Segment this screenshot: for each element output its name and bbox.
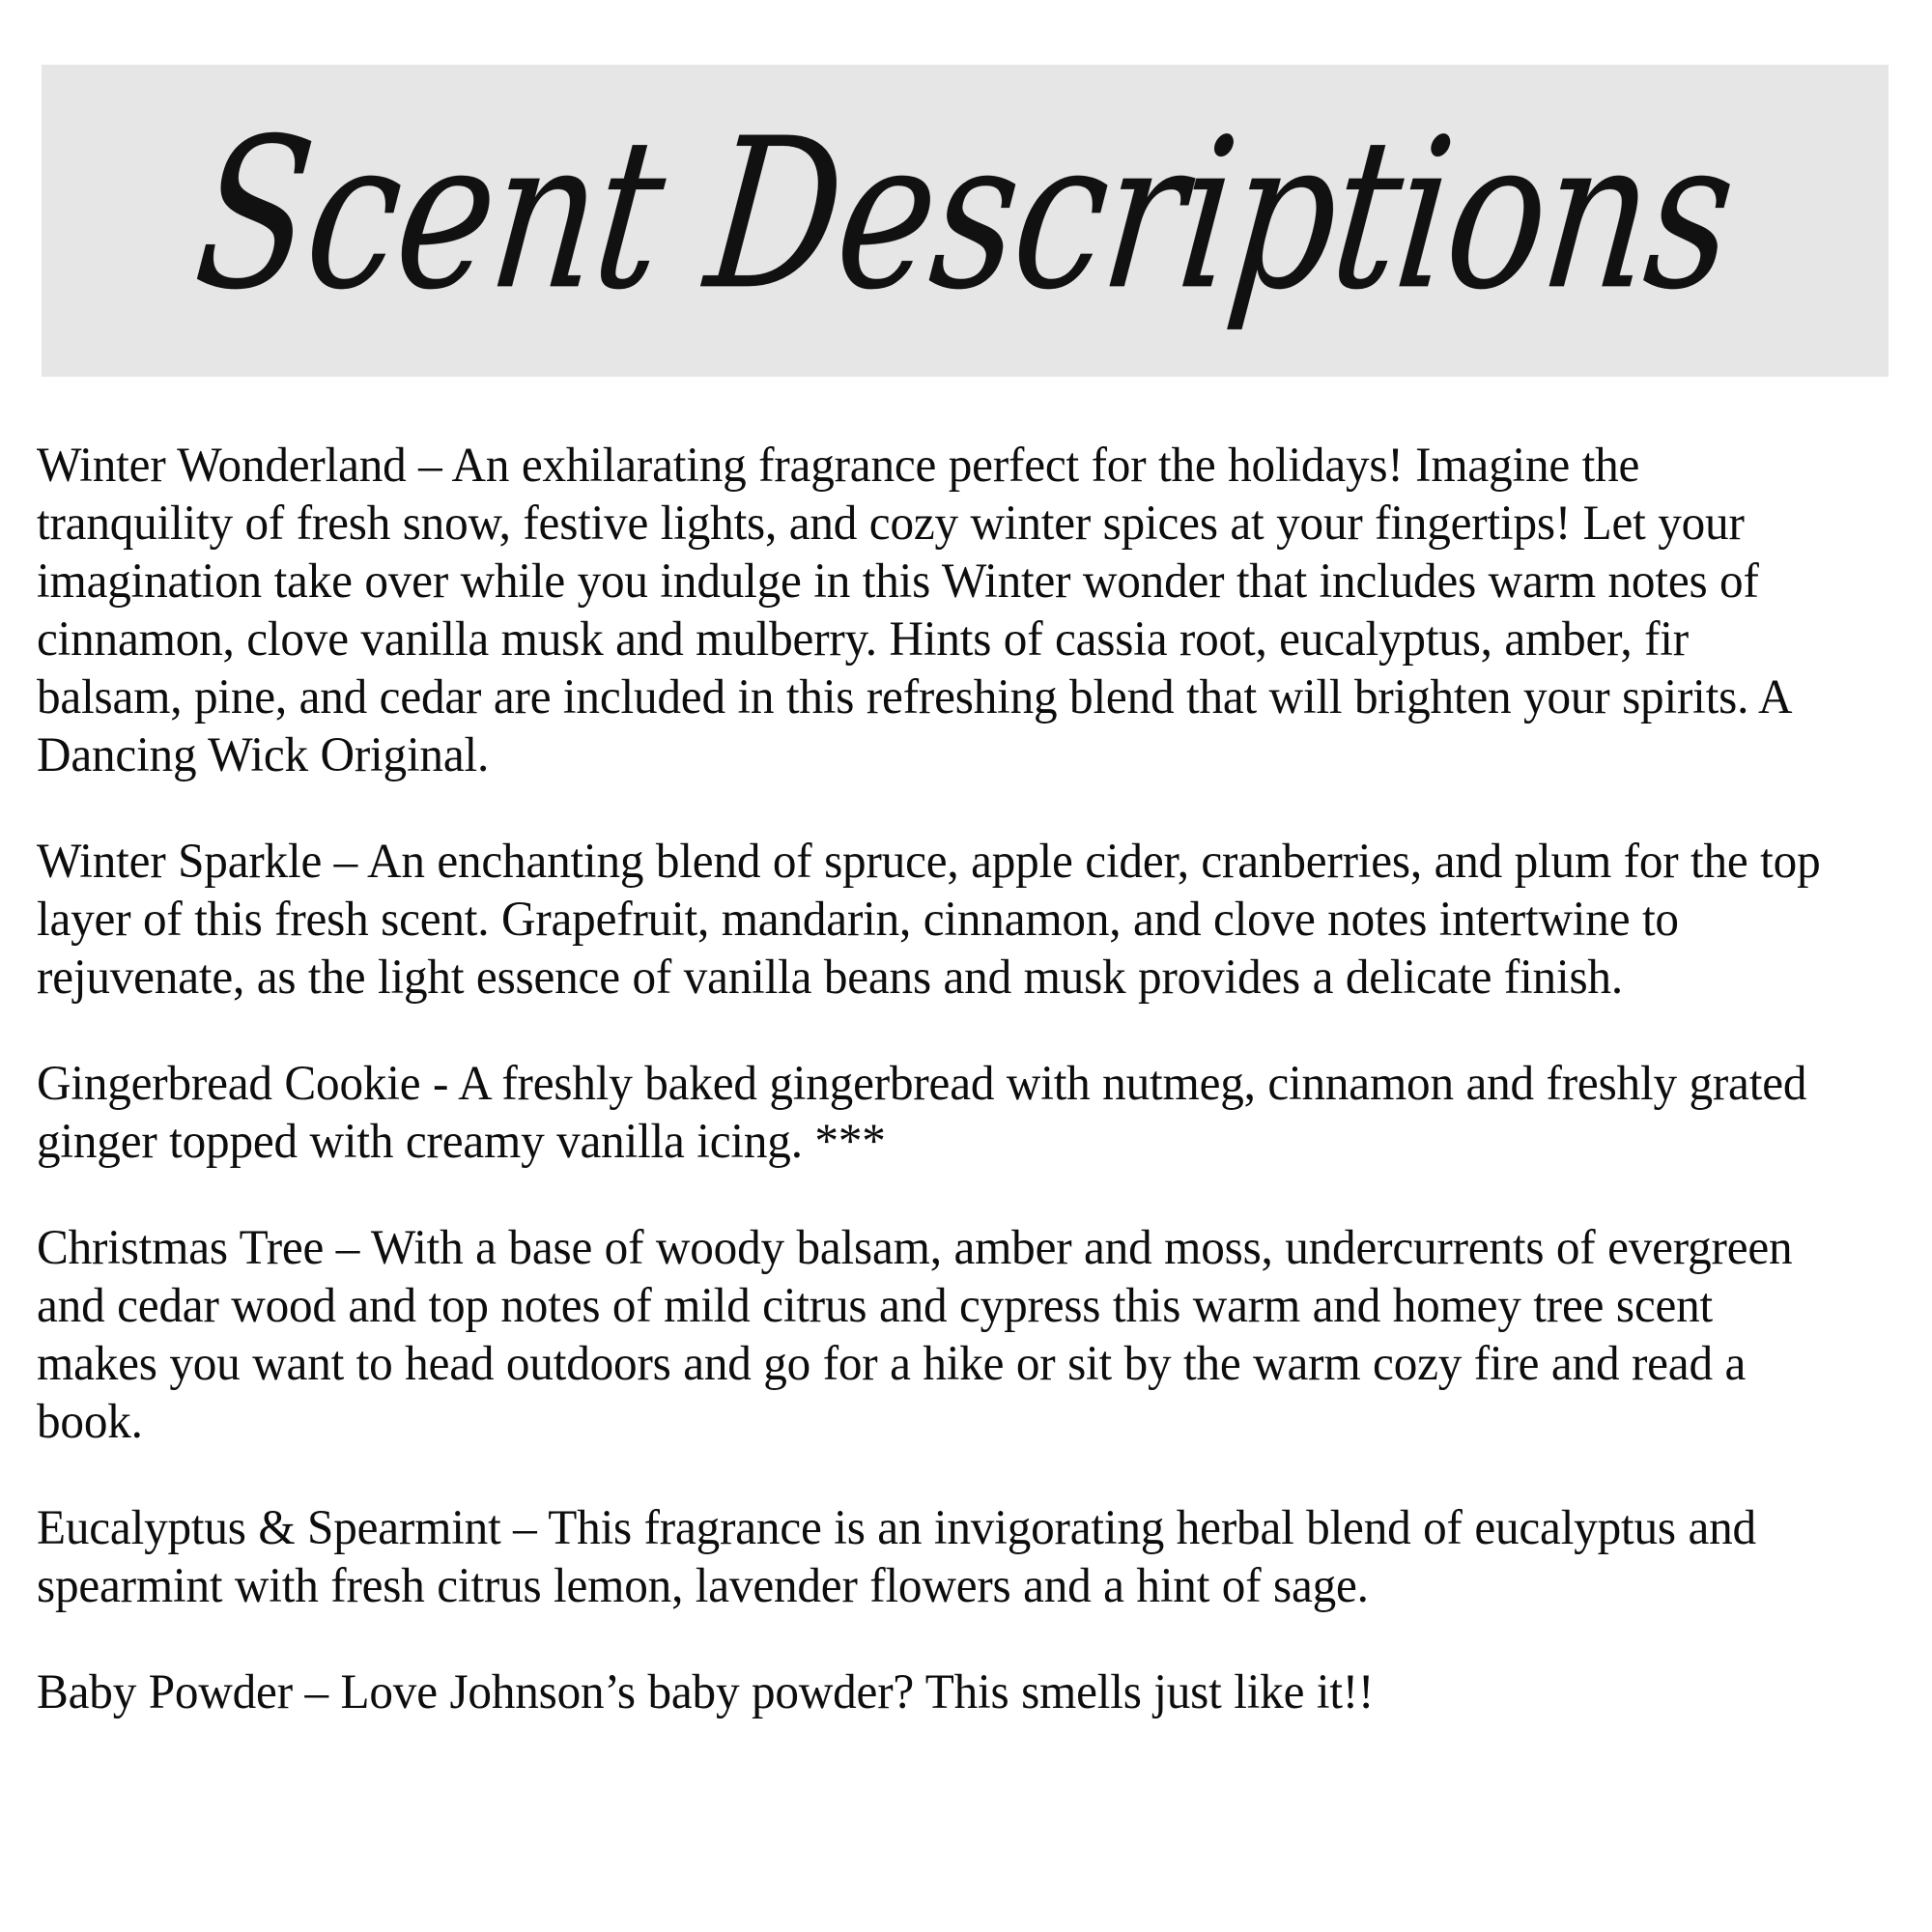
scent-paragraph-christmas-tree: Christmas Tree – With a base of woody balsam, amber and moss, undercurrents of evergreen and cedar wood and top notes of mild citrus and cypress this warm and homey tree scent makes you want to head outdoors and go for a hike or sit by the warm cozy fire and read a book. <box>37 1221 1793 1449</box>
page-title: Scent Descriptions <box>186 93 1744 335</box>
scent-paragraph-gingerbread-cookie: Gingerbread Cookie - A freshly baked gingerbread with nutmeg, cinnamon and freshly grated ginger topped with creamy vanilla icing. *** <box>37 1057 1807 1169</box>
scent-paragraph-eucalyptus-spearmint: Eucalyptus & Spearmint – This fragrance is an invigorating herbal blend of eucalyptus and spearmint with fresh citrus lemon, lavender flowers and a hint of sage. <box>37 1501 1756 1613</box>
scent-paragraph-baby-powder: Baby Powder – Love Johnson’s baby powder? This smells just like it!! <box>37 1665 1375 1719</box>
scent-paragraph-winter-wonderland: Winter Wonderland – An exhilarating fragrance perfect for the holidays! Imagine the tranquility of fresh snow, festive lights, and cozy winter spices at your fingertips! Let your imagination take over while you indulge in this Winter wonder that includes warm notes of cinnamon, clove vanilla musk and mulberry. Hints of cassia root, eucalyptus, amber, fir balsam, pine, and cedar are included in this refreshing blend that will brighten your spirits. A Dancing Wick Original. <box>37 439 1790 782</box>
scent-description-list <box>37 437 1901 1721</box>
scent-paragraph-winter-sparkle: Winter Sparkle – An enchanting blend of spruce, apple cider, cranberries, and plum for the top layer of this fresh scent. Grapefruit, mandarin, cinnamon, and clove notes intertwine to rejuvenate, as the light essence of vanilla beans and musk provides a delicate finish. <box>37 835 1821 1005</box>
title-banner <box>42 65 1889 377</box>
